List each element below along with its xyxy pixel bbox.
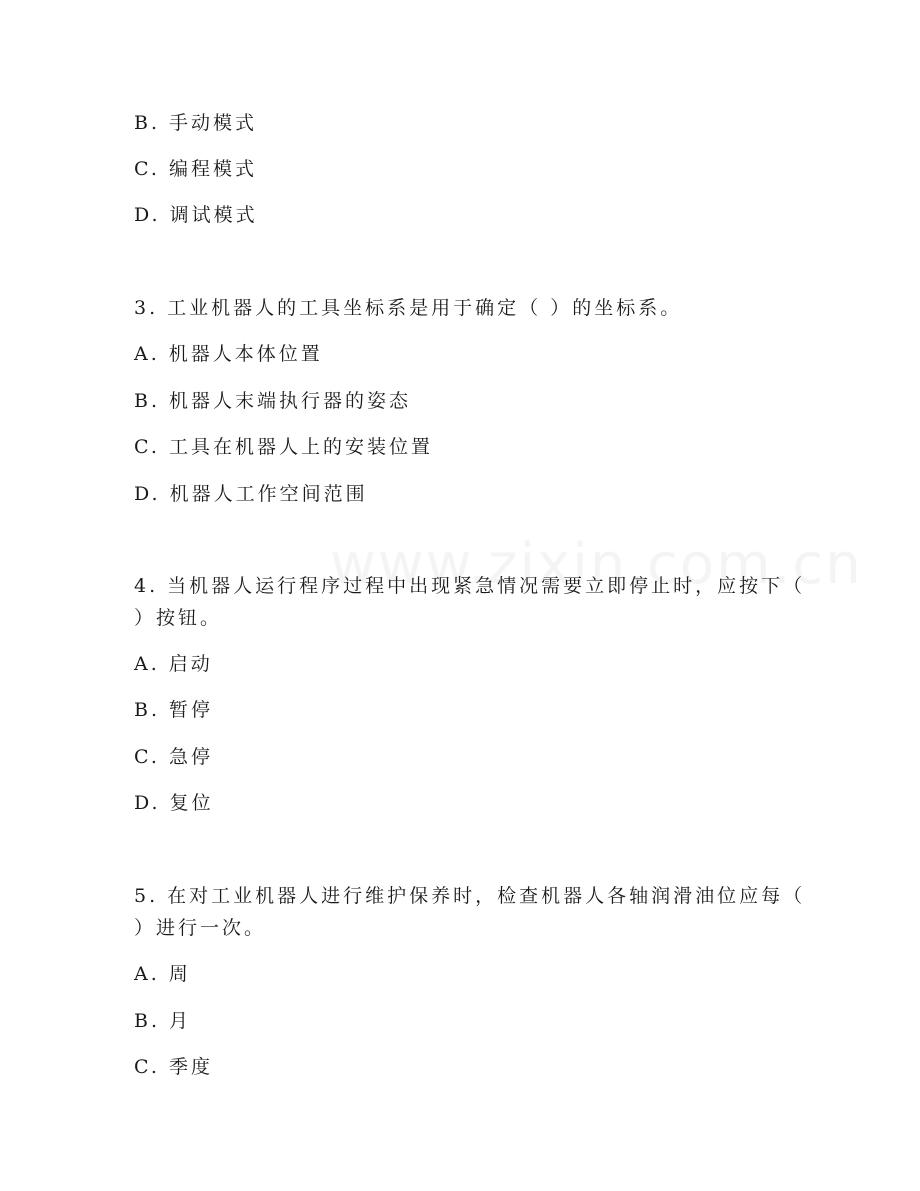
option-b-q5: B. 月 <box>134 1010 192 1032</box>
option-c-q5: C. 季度 <box>134 1056 213 1078</box>
option-d-q2: D. 调试模式 <box>134 204 258 226</box>
question-5-line-2: ）进行一次。 <box>134 917 267 939</box>
option-d-q4: D. 复位 <box>134 792 214 814</box>
option-c-q3: C. 工具在机器人上的安装位置 <box>134 436 433 458</box>
option-c-q2: C. 编程模式 <box>134 158 257 180</box>
question-4-line-1: 4. 当机器人运行程序过程中出现紧急情况需要立即停止时，应按下（ <box>134 575 806 597</box>
question-5-line-1: 5. 在对工业机器人进行维护保养时，检查机器人各轴润滑油位应每（ <box>134 885 806 907</box>
option-a-q4: A. 启动 <box>134 653 213 675</box>
option-b-q4: B. 暂停 <box>134 699 214 721</box>
option-a-q3: A. 机器人本体位置 <box>134 343 323 365</box>
question-4-line-2: ）按钮。 <box>134 607 223 629</box>
question-3: 3. 工业机器人的工具坐标系是用于确定（ ）的坐标系。 <box>134 297 683 319</box>
option-d-q3: D. 机器人工作空间范围 <box>134 483 368 505</box>
option-a-q5: A. 周 <box>134 963 191 985</box>
option-b-q2: B. 手动模式 <box>134 112 258 134</box>
option-b-q3: B. 机器人末端执行器的姿态 <box>134 390 412 412</box>
option-c-q4: C. 急停 <box>134 746 213 768</box>
